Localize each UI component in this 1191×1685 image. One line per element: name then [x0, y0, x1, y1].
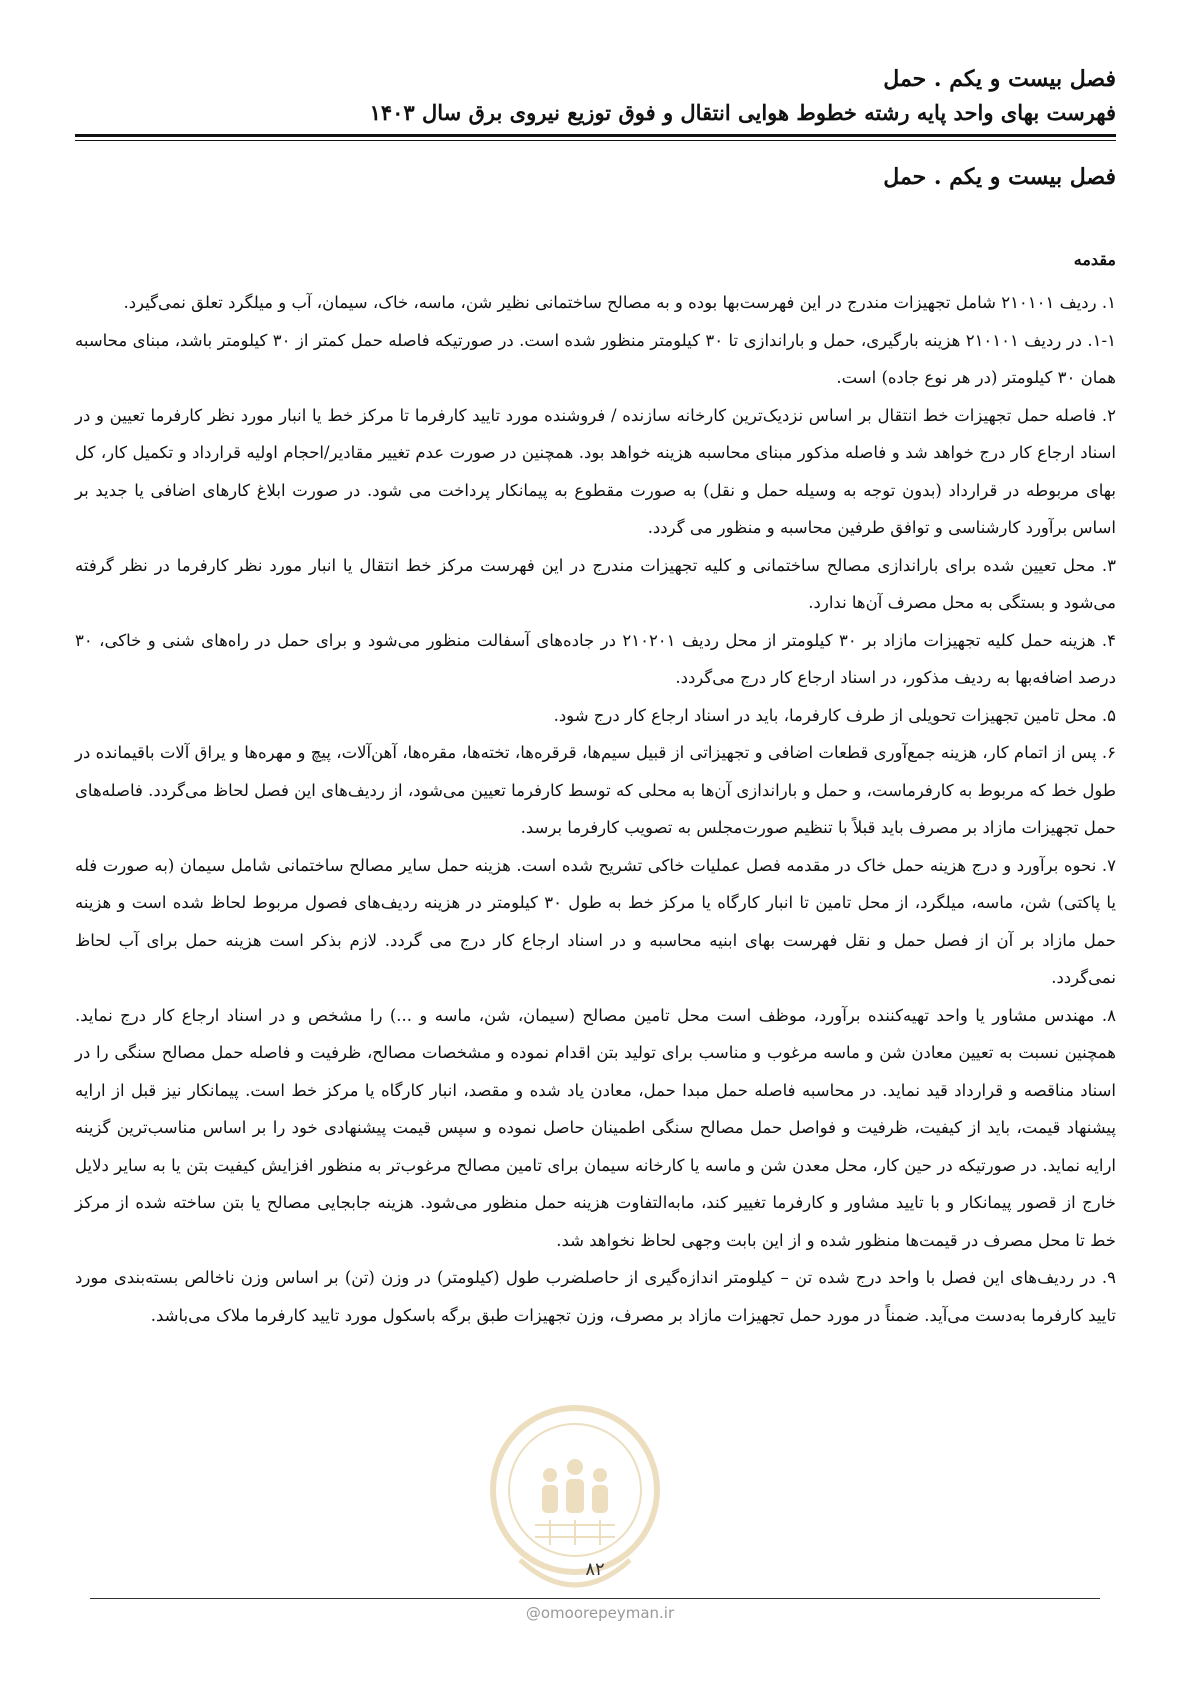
chapter-title: فصل بیست و یکم . حمل [883, 164, 1116, 190]
body-text [75, 284, 1116, 1334]
header-chapter: فصل بیست و یکم . حمل [883, 66, 1116, 92]
paragraph-8: ۸. مهندس مشاور یا واحد تهیه‌کننده برآورد، موظف است محل تامین مصالح (سیمان، شن، ماسه و ...) را مشخص و در اسناد ارجاع کار درج نماید. همچنین نسبت به تعیین معادن شن و ماسه مرغوب و مناسب برای تولید بتن اقدام نموده و مشخصات مصالح، ظرفیت و فاصله حمل مصالح سنگی را در اسناد مناقصه و قرارداد قید نماید. در محاسبه فاصله حمل مبدا حمل، معادن یاد شده و مقصد، انبار کارگاه یا مرکز خط است. پیمانکار نیز قبل از ارایه پیشنهاد قیمت، باید از کیفیت، ظرفیت و فواصل حمل مصالح سنگی اطمینان حاصل نموده و سپس قیمت پیشنهادی خود را بر اساس مناسب‌ترین گزینه ارایه نماید. در صورتیکه در حین کار، محل معدن شن و ماسه یا کارخانه سیمان برای تامین مصالح مرغوب‌تر به منظور افزایش کیفیت بتن یا به سایر دلایل خارج از قصور پیمانکار و با تایید مشاور و کارفرما تغییر کند، مابه‌التفاوت هزینه حمل منظور می‌شود. هزینه جابجایی مصالح یا بتن ساخته شده از مرکز خط تا محل مصرف در قیمت‌ها منظور شده و از این بابت وجهی لحاظ نخواهد شد. [75, 1005, 1116, 1250]
header-title: فهرست بهای واحد پایه رشته خطوط هوایی انتقال و فوق توزیع نیروی برق سال ۱۴۰۳ [369, 100, 1116, 125]
watermark-seal-icon [480, 1395, 670, 1615]
paragraph-1: ۱. ردیف ۲۱۰۱۰۱ شامل تجهیزات مندرج در این فهرست‌بها بوده و به مصالح ساختمانی نظیر شن، ماسه، خاک، سیمان، آب و میلگرد تعلق نمی‌گیرد. [123, 293, 1116, 312]
paragraph-9: ۹. در ردیف‌های این فصل با واحد درج شده تن – کیلومتر اندازه‌گیری از حاصلضرب طول (کیلومتر) در وزن (تن) بر اساس وزن ناخالص بسته‌بندی مورد تایید کارفرما به‌دست می‌آید. ضمناً در مورد حمل تجهیزات مازاد بر مصرف، وزن تجهیزات طبق برگه باسکول مورد تایید کارفرما ملاک می‌باشد. [75, 1268, 1116, 1325]
paragraph-7: ۷. نحوه برآورد و درج هزینه حمل خاک در مقدمه فصل عملیات خاکی تشریح شده است. هزینه حمل سایر مصالح ساختمانی شامل سیمان (به صورت فله یا پاکتی) شن، ماسه، میلگرد، از محل تامین تا انبار کارگاه یا مرکز خط به طول ۳۰ کیلومتر در هزینه ردیف‌های فصول مربوط لحاظ شده است و هزینه حمل مازاد بر آن از فصل حمل و نقل فهرست بهای ابنیه محاسبه و در اسناد ارجاع کار درج می گردد. لازم بذکر است هزینه حمل برای آب لحاظ نمی‌گردد. [75, 855, 1117, 987]
paragraph-2: ۲. فاصله حمل تجهیزات خط انتقال بر اساس نزدیک‌ترین کارخانه سازنده / فروشنده مورد تایید کارفرما تا مرکز خط یا انبار مورد نظر کارفرما تعیین و در اسناد ارجاع کار درج خواهد شد و فاصله مذکور مبنای محاسبه هزینه خواهد بود. همچنین در صورت عدم تغییر مقادیر/احجام اولیه قرارداد و تکمیل کار، کل بهای مربوطه در قرارداد (بدون توجه به وسیله حمل و نقل) به صورت مقطوع به پیمانکار پرداخت می شود. در صورت ابلاغ کارهای اضافی یا جدید بر اساس برآورد کارشناسی و توافق طرفین محاسبه و منظور می گردد. [75, 405, 1116, 537]
footer-rule [90, 1598, 1100, 1599]
paragraph-4: ۴. هزینه حمل کلیه تجهیزات مازاد بر ۳۰ کیلومتر از محل ردیف ۲۱۰۲۰۱ در جاده‌های آسفالت منظور می‌شود و برای حمل در راه‌های شنی و خاکی، ۳۰ درصد اضافه‌بها به ردیف مذکور، در اسناد ارجاع کار درج می‌گردد. [75, 630, 1116, 687]
page-number: ۸۲ [585, 1559, 605, 1580]
page-header [76, 62, 1116, 130]
footer-handle: @omoorepeyman.ir [525, 1604, 675, 1622]
paragraph-1-1: ۱-۱. در ردیف ۲۱۰۱۰۱ هزینه بارگیری، حمل و باراندازی تا ۳۰ کیلومتر منظور شده است. در صورتیکه فاصله حمل کمتر از ۳۰ کیلومتر باشد، مبنای محاسبه همان ۳۰ کیلومتر (در هر نوع جاده) است. [75, 330, 1116, 387]
paragraph-6: ۶. پس از اتمام کار، هزینه جمع‌آوری قطعات اضافی و تجهیزاتی از قبیل سیم‌ها، قرقره‌ها، تخته‌ها، مقره‌ها، آهن‌آلات، پیچ و مهره‌ها و یراق آلات باقیمانده در طول خط که مربوط به کارفرماست، و حمل و باراندازی آن‌ها به محلی که توسط کارفرما تعیین می‌شود، از ردیف‌های این فصل لحاظ می‌گردد. فاصله‌های حمل تجهیزات مازاد بر مصرف باید قبلاً با تنظیم صورت‌مجلس به تصویب کارفرما برسد. [75, 743, 1116, 837]
intro-heading: مقدمه [1073, 250, 1116, 269]
paragraph-3: ۳. محل تعیین شده برای باراندازی مصالح ساختمانی و کلیه تجهیزات مندرج در این فهرست مرکز خط انتقال یا انبار مورد نظر کارفرما در نظر گرفته می‌شود و بستگی به محل مصرف آن‌ها ندارد. [75, 555, 1116, 612]
header-rule-thick [75, 134, 1116, 137]
paragraph-5: ۵. محل تامین تجهیزات تحویلی از طرف کارفرما، باید در اسناد ارجاع کار درج شود. [553, 705, 1116, 725]
header-rule-thin [75, 140, 1116, 141]
